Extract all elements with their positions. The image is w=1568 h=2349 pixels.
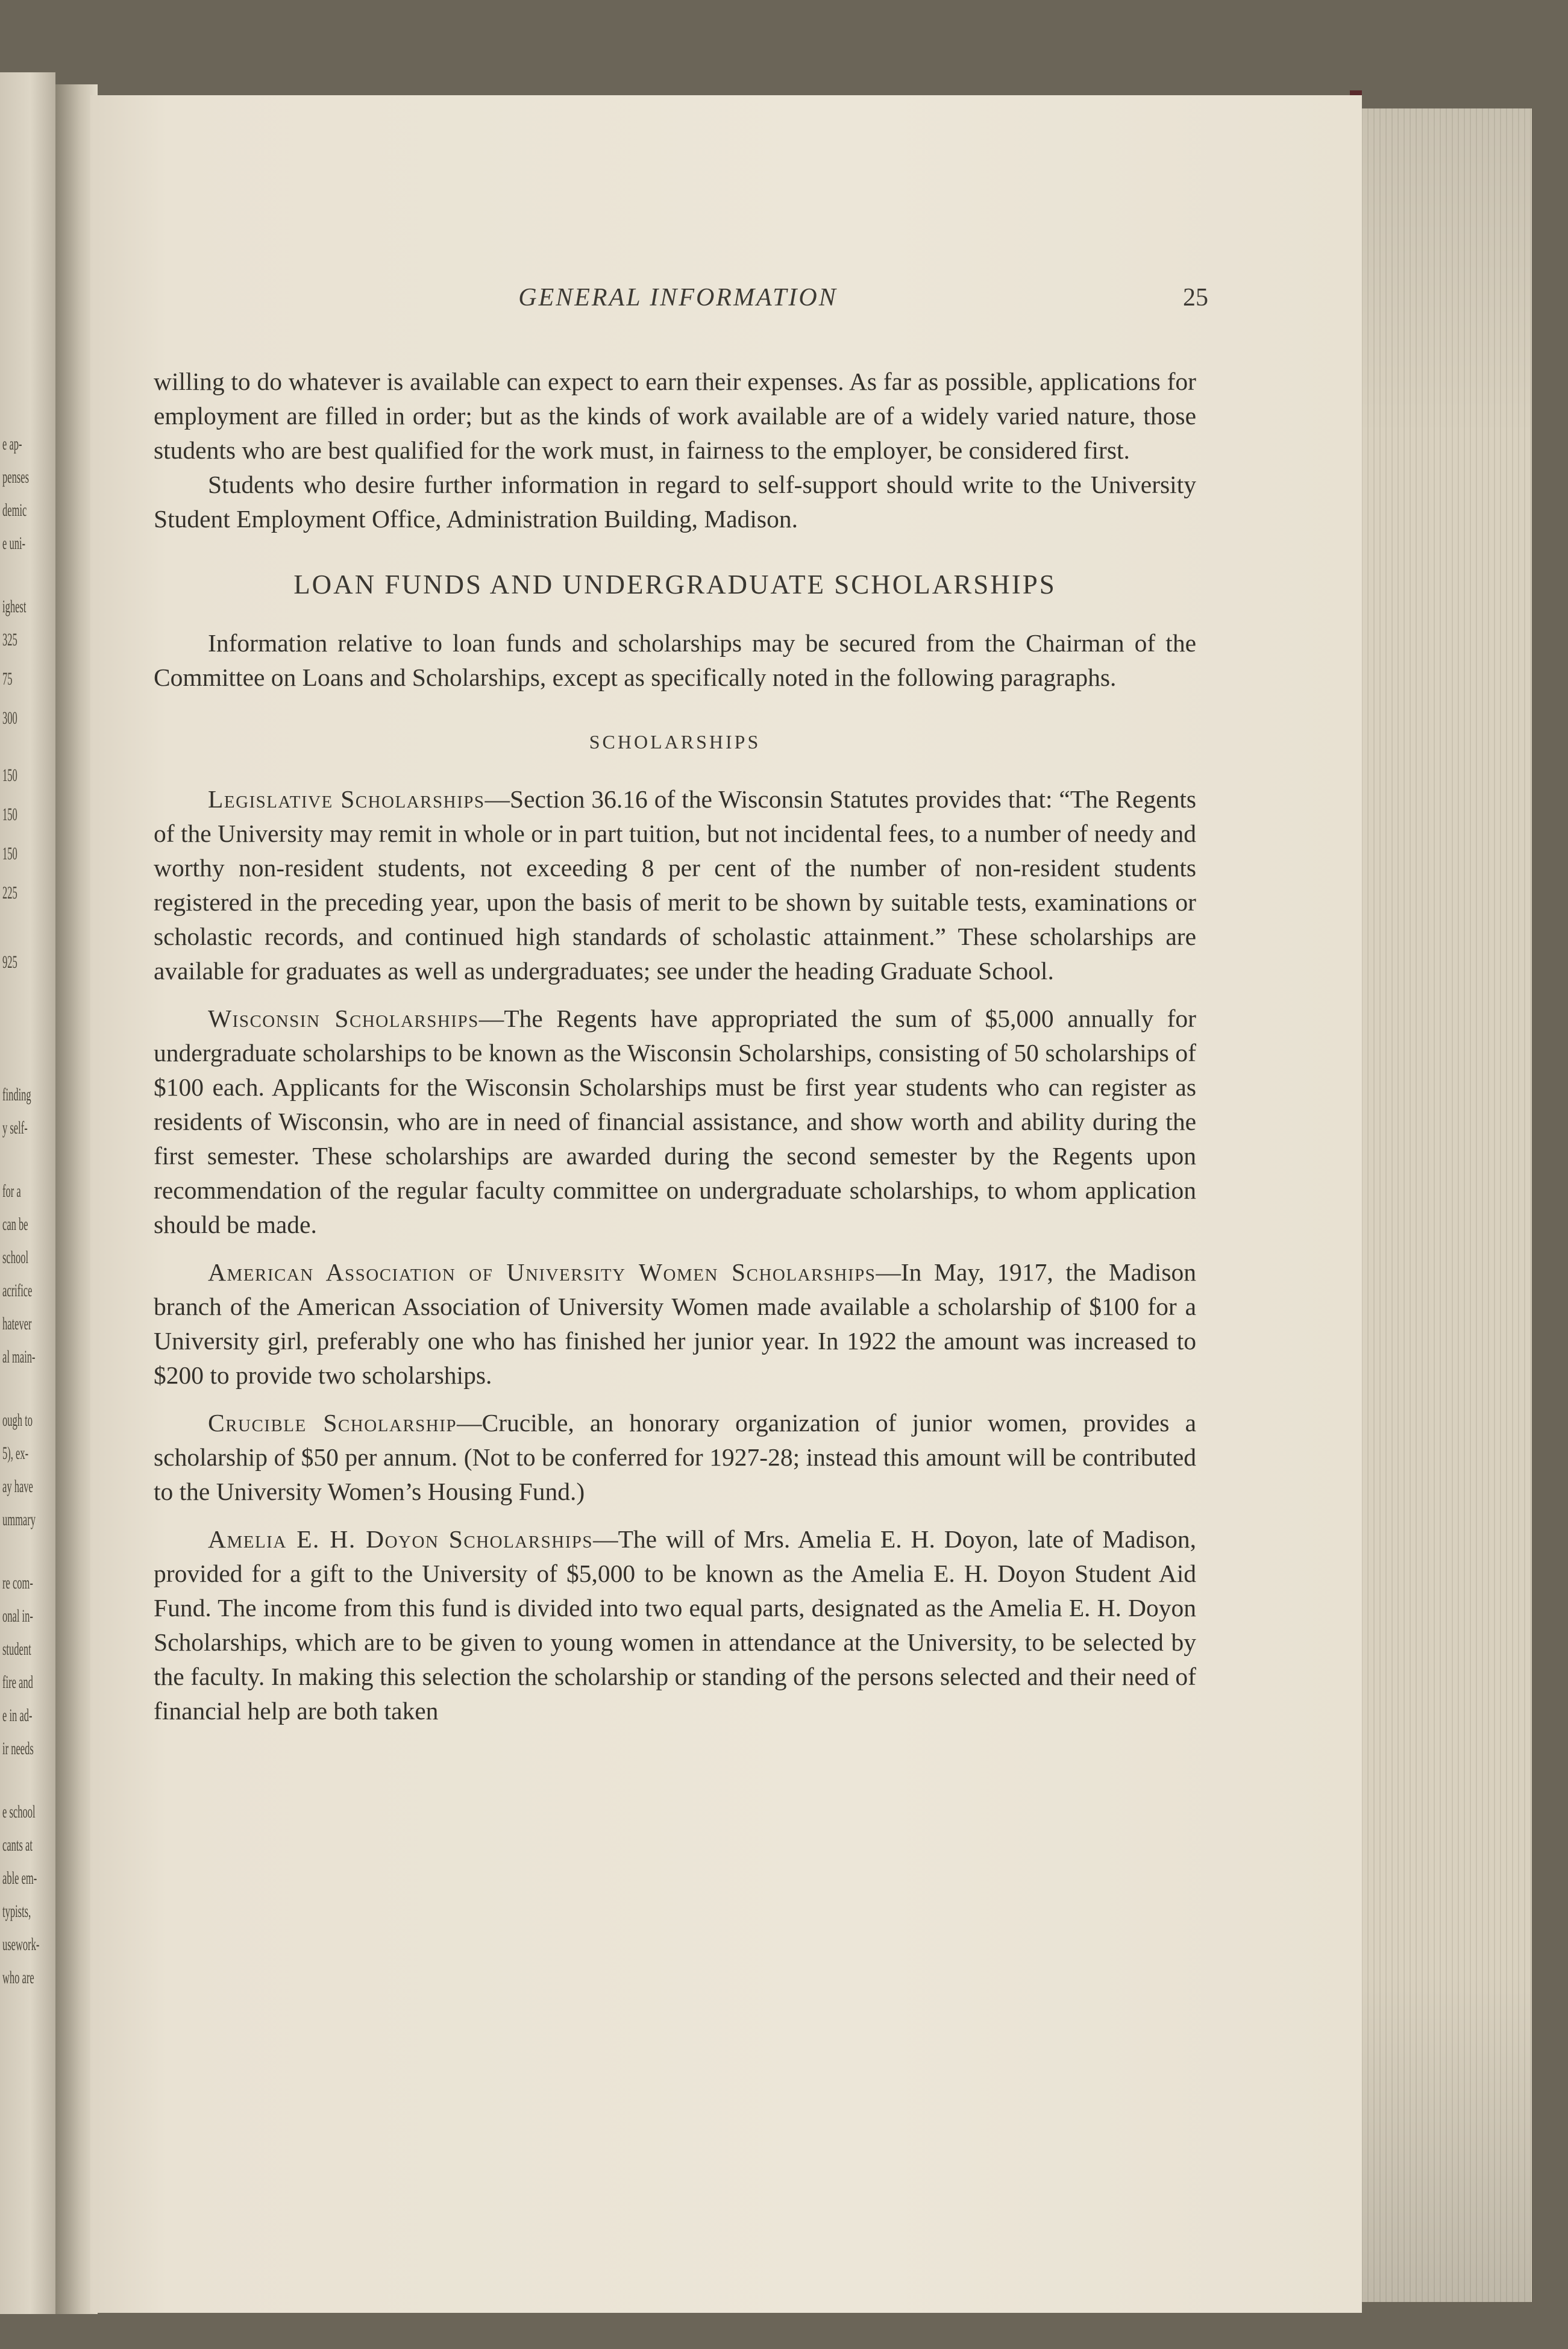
margin-fragment: 325 [2, 630, 17, 650]
margin-fragment: e in ad- [2, 1705, 33, 1725]
run-in-heading: Crucible Scholarship [208, 1409, 457, 1437]
body-text [154, 365, 1196, 1728]
margin-fragment: onal in- [2, 1606, 33, 1626]
paragraph-text: —The will of Mrs. Amelia E. H. Doyon, late of Madison, provided for a gift to the University of $5,000 to be known as the Amelia E. H. Doyon Student Aid Fund. The income from this fund is divided into two equal parts, designated as the Amelia E. H. Doyon Scholarships, which are to be given to young women in attendance at the University, to be selected by the faculty. In making this selection the scholarship or standing of the persons selected and their need of financial help are both taken [154, 1525, 1196, 1725]
margin-fragment: who are [2, 1968, 34, 1987]
run-in-heading: Amelia E. H. Doyon Scholarships [208, 1525, 594, 1553]
margin-fragment: able em- [2, 1868, 37, 1888]
margin-fragment: 5), ex- [2, 1443, 29, 1463]
margin-fragment: 925 [2, 952, 17, 972]
paragraph-wisconsin-scholarships [154, 1002, 1196, 1242]
margin-fragment: e school [2, 1802, 36, 1822]
margin-fragment: student [2, 1639, 31, 1659]
margin-fragment: al main- [2, 1347, 36, 1367]
margin-fragment: can be [2, 1214, 28, 1234]
margin-fragment: usework- [2, 1934, 40, 1954]
margin-fragment: 150 [2, 804, 17, 824]
margin-fragment: finding [2, 1085, 31, 1105]
margin-fragment: 300 [2, 708, 17, 728]
paragraph-doyon-scholarships [154, 1522, 1196, 1728]
running-head-title: GENERAL INFORMATION [518, 284, 838, 312]
margin-fragment: ir needs [2, 1739, 34, 1758]
running-head [154, 283, 1208, 325]
margin-fragment: y self- [2, 1118, 28, 1138]
paragraph-text: —The Regents have appropriated the sum of $5,000 annually for undergraduate scholarships to be known as the Wisconsin Scholarships, consisting of 50 scholarships of $100 each. Applicants for the Wisconsin Scholarships must be first year students who can register as residents of Wisconsin, who are in need of financial assistance, and show worth and ability during the first semester. These scholarships are awarded during the second semester by the Regents upon recommendation of the regular faculty committee on undergraduate scholarships, to whom application should be made. [154, 1005, 1196, 1238]
paragraph-self-support: Students who desire further information in regard to self-support should write to the University Student Employment Office, Administration Building, Madison. [154, 471, 1196, 533]
paragraph-aauw-scholarships [154, 1255, 1196, 1393]
margin-fragment: ough to [2, 1410, 33, 1430]
page-stack-shading [1356, 108, 1531, 2302]
run-in-heading: Legislative Scholarships [208, 785, 485, 813]
margin-fragment: e uni- [2, 533, 26, 553]
margin-fragment: ighest [2, 597, 27, 616]
margin-fragment: e ap- [2, 434, 22, 454]
margin-fragment: fire and [2, 1672, 33, 1692]
margin-fragment: ay have [2, 1476, 33, 1496]
margin-fragment: acrifice [2, 1281, 33, 1300]
section-heading: LOAN FUNDS AND UNDERGRADUATE SCHOLARSHIPS [293, 569, 1056, 600]
margin-fragment: hatever [2, 1314, 32, 1334]
subsection-heading: SCHOLARSHIPS [589, 731, 761, 753]
paragraph-text: —Section 36.16 of the Wisconsin Statutes provides that: “The Regents of the University may remit in whole or in part tuition, but not incidental fees, to a number of needy and worthy non-resident students, not exceeding 8 per cent of the number of non-resident students registered in the preceding year, upon the basis of merit to be shown by suitable tests, examinations or scholastic records, and continued high standards of scholastic attainment.” These scholarships are available for graduates as well as undergraduates; see under the heading Graduate School. [154, 785, 1196, 985]
margin-fragment: cants at [2, 1835, 33, 1855]
margin-fragment: typists, [2, 1901, 31, 1921]
margin-fragment: re com- [2, 1573, 33, 1593]
page-number: 25 [1183, 284, 1208, 312]
margin-fragment: penses [2, 467, 29, 487]
paragraph-crucible-scholarship [154, 1406, 1196, 1509]
margin-fragment: 150 [2, 765, 17, 785]
paragraph-legislative-scholarships [154, 782, 1196, 988]
margin-fragment: for a [2, 1181, 21, 1201]
margin-fragment: ummary [2, 1510, 36, 1529]
paragraph-text: —In May, 1917, the Madison branch of the American Association of University Women made available a scholarship of $100 for a University girl, preferably one who has finished her junior year. In 1922 the amount was increased to $200 to provide two scholarships. [154, 1258, 1196, 1389]
run-in-heading: American Association of University Women Scholarships [208, 1258, 876, 1286]
margin-fragment: school [2, 1247, 29, 1267]
margin-fragment: 150 [2, 844, 17, 864]
paragraph-text: —Crucible, an honorary organization of junior women, provides a scholarship of $50 per annum. (Not to be conferred for 1927-28; instead this amount will be contributed to the University Women’s Housing Fund.) [154, 1409, 1196, 1505]
paragraph-employment: willing to do whatever is available can expect to earn their expenses. As far as possible, applications for employment are filled in order; but as the kinds of work available are of a widely varied nature, those students who are best qualified for the work must, in fairness to the employer, be considered first. [154, 368, 1196, 464]
left-page-edge [0, 72, 55, 2314]
paragraph-loan-info: Information relative to loan funds and scholarships may be secured from the Chairman of the Committee on Loans and Scholarships, except as specifically noted in the following paragraphs. [154, 629, 1196, 691]
margin-fragment: 75 [2, 669, 13, 689]
run-in-heading: Wisconsin Scholarships [208, 1005, 479, 1032]
margin-fragment: demic [2, 500, 27, 520]
margin-fragment: 225 [2, 883, 17, 903]
